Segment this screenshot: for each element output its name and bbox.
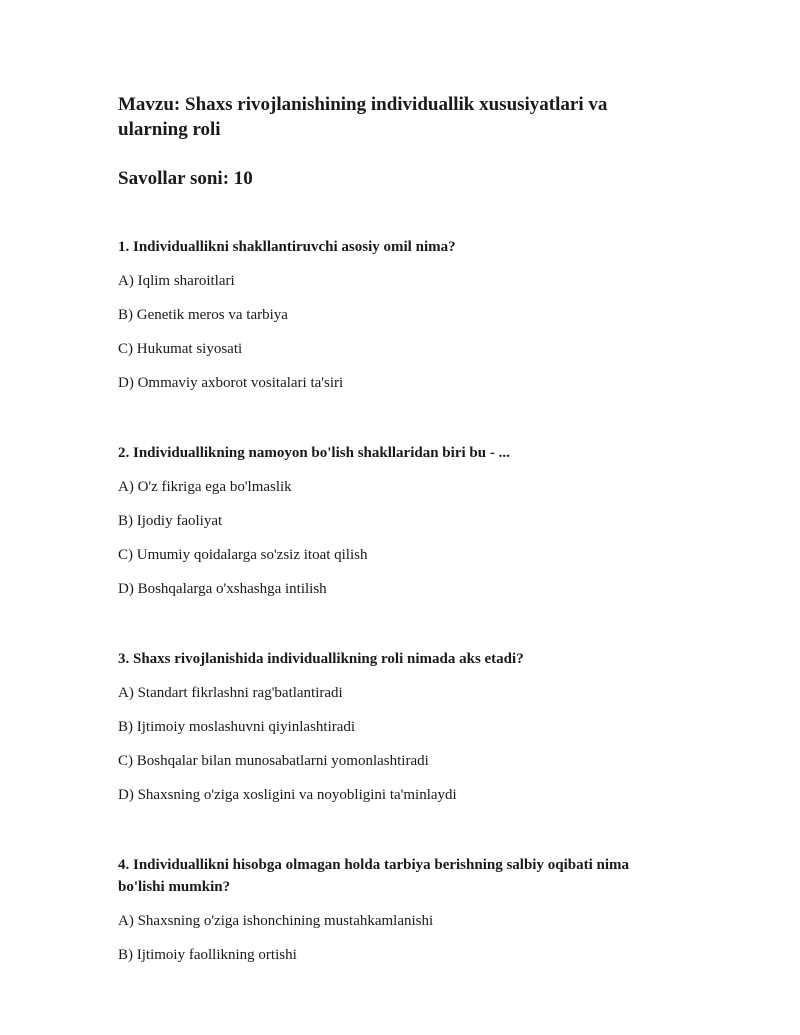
answer-option: A) Iqlim sharoitlari — [118, 273, 235, 289]
answer-option: A) Standart fikrlashni rag'batlantiradi — [118, 685, 343, 701]
answer-option: D) Shaxsning o'ziga xosligini va noyobligini ta'minlaydi — [118, 787, 457, 803]
answer-option: B) Ijtimoiy moslashuvni qiyinlashtiradi — [118, 719, 356, 735]
question-text: 1. Individuallikni shakllantiruvchi asosiy omil nima? — [118, 239, 456, 255]
answer-option: A) Shaxsning o'ziga ishonchining mustahkamlanishi — [118, 913, 434, 929]
answer-option: C) Boshqalar bilan munosabatlarni yomonlashtiradi — [118, 753, 429, 769]
answer-option: B) Ijtimoiy faollikning ortishi — [118, 947, 297, 963]
question-text: 4. Individuallikni hisobga olmagan holda tarbiya berishning salbiy oqibati nima bo'lishi mumkin? — [118, 857, 629, 895]
answer-option: D) Boshqalarga o'xshashga intilish — [118, 581, 327, 597]
question-item — [118, 648, 678, 805]
document-page — [118, 92, 678, 1014]
question-item — [118, 854, 678, 965]
answer-option: B) Ijodiy faoliyat — [118, 513, 223, 529]
question-text: 3. Shaxs rivojlanishida individuallikning roli nimada aks etadi? — [118, 651, 524, 667]
answer-option: A) O'z fikriga ega bo'lmaslik — [118, 479, 292, 495]
document-title: Mavzu: Shaxs rivojlanishining individuallik xususiyatlari va ularning roli — [118, 94, 608, 140]
question-list — [118, 236, 678, 965]
question-item — [118, 442, 678, 599]
question-count: Savollar soni: 10 — [118, 168, 253, 189]
answer-option: D) Ommaviy axborot vositalari ta'siri — [118, 375, 344, 391]
answer-option: C) Hukumat siyosati — [118, 341, 243, 357]
answer-option: B) Genetik meros va tarbiya — [118, 307, 288, 323]
question-text: 2. Individuallikning namoyon bo'lish shakllaridan biri bu - ... — [118, 445, 510, 461]
answer-option: C) Umumiy qoidalarga so'zsiz itoat qilish — [118, 547, 368, 563]
question-item — [118, 236, 678, 393]
